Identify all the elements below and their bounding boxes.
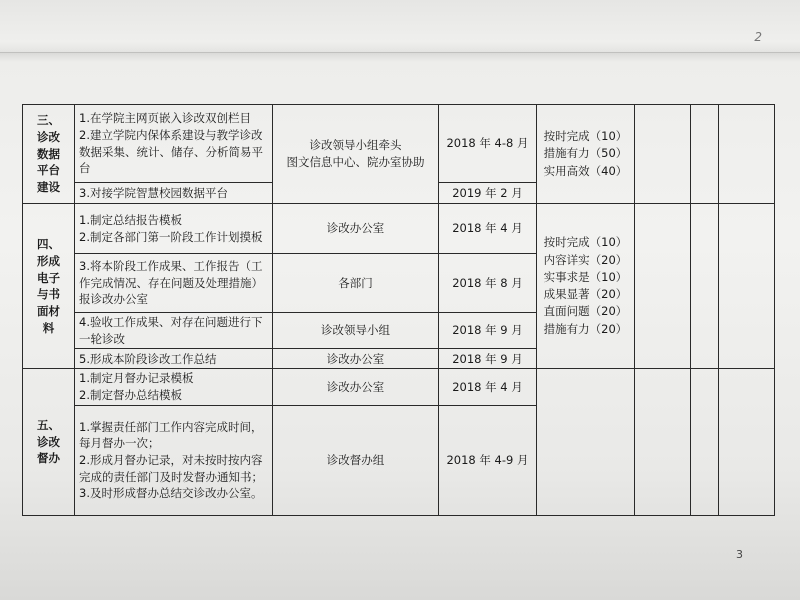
criteria-cell <box>537 204 635 369</box>
text-line: 面材 <box>37 303 60 318</box>
time-cell: 2018 年 9 月 <box>439 313 537 349</box>
empty-cell <box>719 105 775 204</box>
responsible-cell: 诊改办公室 <box>273 349 439 369</box>
criteria-item: 内容详实（20） <box>543 252 628 267</box>
task-cell <box>75 405 273 515</box>
text-line: 三、 <box>37 113 60 128</box>
text-line: 1.在学院主网页嵌入诊改双创栏目 <box>79 111 251 126</box>
criteria-item: 按时完成（10） <box>543 129 628 144</box>
empty-cell <box>691 105 719 204</box>
responsible-cell: 诊改领导小组 <box>273 313 439 349</box>
text-line: 形成 <box>37 253 60 268</box>
criteria-item: 措施有力（20） <box>543 321 628 336</box>
empty-cell <box>691 369 719 515</box>
text-line: 2.形成月督办记录，对未按时按内容完成的责任部门及时发督办通知书； <box>79 452 263 484</box>
task-cell <box>75 183 273 204</box>
task-cell <box>75 349 273 369</box>
table-row <box>23 204 775 254</box>
criteria-item: 直面问题（20） <box>543 304 628 319</box>
text-line: 1.制定月督办记录模板 <box>79 371 194 386</box>
empty-cell <box>719 369 775 515</box>
empty-cell <box>635 204 691 369</box>
time-cell: 2018 年 4-8 月 <box>439 105 537 183</box>
page-number: 3 <box>736 548 743 561</box>
section-title <box>23 204 75 369</box>
text-line: 2.制定督办总结模板 <box>79 388 182 403</box>
responsible-cell: 诊改办公室 <box>273 369 439 405</box>
criteria-cell <box>537 105 635 204</box>
text-line: 数据 <box>37 146 60 161</box>
empty-cell <box>691 204 719 369</box>
time-cell: 2019 年 2 月 <box>439 183 537 204</box>
text-line: 2.制定各部门第一阶段工作计划摸板 <box>79 229 263 244</box>
text-line: 3.将本阶段工作成果、工作报告（工作完成情况、存在问题及处理措施）报诊改办公室 <box>79 258 263 307</box>
text-line: 五、 <box>37 418 60 432</box>
text-line: 诊改 <box>37 129 60 144</box>
text-line: 与书 <box>37 287 60 302</box>
table-row <box>23 369 775 405</box>
text-line: 5.形成本阶段诊改工作总结 <box>79 351 217 366</box>
previous-page-number: 2 <box>754 30 762 44</box>
text-line: 诊改 <box>37 434 60 449</box>
criteria-item: 按时完成（10） <box>543 235 628 250</box>
criteria-item: 措施有力（50） <box>543 146 628 161</box>
task-cell <box>75 369 273 405</box>
time-cell: 2018 年 4-9 月 <box>439 405 537 515</box>
task-cell <box>75 105 273 183</box>
text-line: 诊改领导小组牵头 <box>309 138 402 153</box>
criteria-item: 实事求是（10） <box>543 269 628 284</box>
empty-cell <box>635 105 691 204</box>
text-line: 电子 <box>37 270 60 285</box>
task-cell <box>75 313 273 349</box>
text-line: 3.及时形成督办总结交诊改办公室。 <box>79 486 263 501</box>
text-line: 平台 <box>37 163 60 178</box>
time-cell: 2018 年 4 月 <box>439 369 537 405</box>
section-title <box>23 105 75 204</box>
text-line: 4.验收工作成果、对存在问题进行下一轮诊改 <box>79 315 263 346</box>
responsible-cell: 诊改督办组 <box>273 405 439 515</box>
text-line: 3.对接学院智慧校园数据平台 <box>79 185 228 200</box>
responsible-cell: 诊改办公室 <box>273 204 439 254</box>
criteria-item: 实用高效（40） <box>543 163 628 178</box>
task-cell <box>75 204 273 254</box>
empty-cell <box>537 369 635 515</box>
table-row <box>23 105 775 183</box>
text-line: 1.掌握责任部门工作内容完成时间，每月督办一次； <box>79 419 263 451</box>
time-cell: 2018 年 8 月 <box>439 254 537 313</box>
page-fold-shadow <box>0 52 800 62</box>
time-cell: 2018 年 9 月 <box>439 349 537 369</box>
section-title <box>23 369 75 515</box>
time-cell: 2018 年 4 月 <box>439 204 537 254</box>
empty-cell <box>635 369 691 515</box>
criteria-item: 成果显著（20） <box>543 287 628 302</box>
text-line: 建设 <box>37 180 60 194</box>
text-line: 1.制定总结报告模板 <box>79 212 182 227</box>
responsible-cell <box>273 105 439 204</box>
text-line: 督办 <box>37 451 60 466</box>
work-plan-table <box>22 104 775 516</box>
text-line: 图文信息中心、院办室协助 <box>286 155 425 169</box>
text-line: 四、 <box>37 237 60 252</box>
empty-cell <box>719 204 775 369</box>
text-line: 2.建立学院内保体系建设与教学诊改数据采集、统计、储存、分析简易平台 <box>79 127 263 176</box>
text-line: 料 <box>42 320 55 335</box>
previous-page-edge <box>0 0 800 53</box>
responsible-cell: 各部门 <box>273 254 439 313</box>
task-cell <box>75 254 273 313</box>
